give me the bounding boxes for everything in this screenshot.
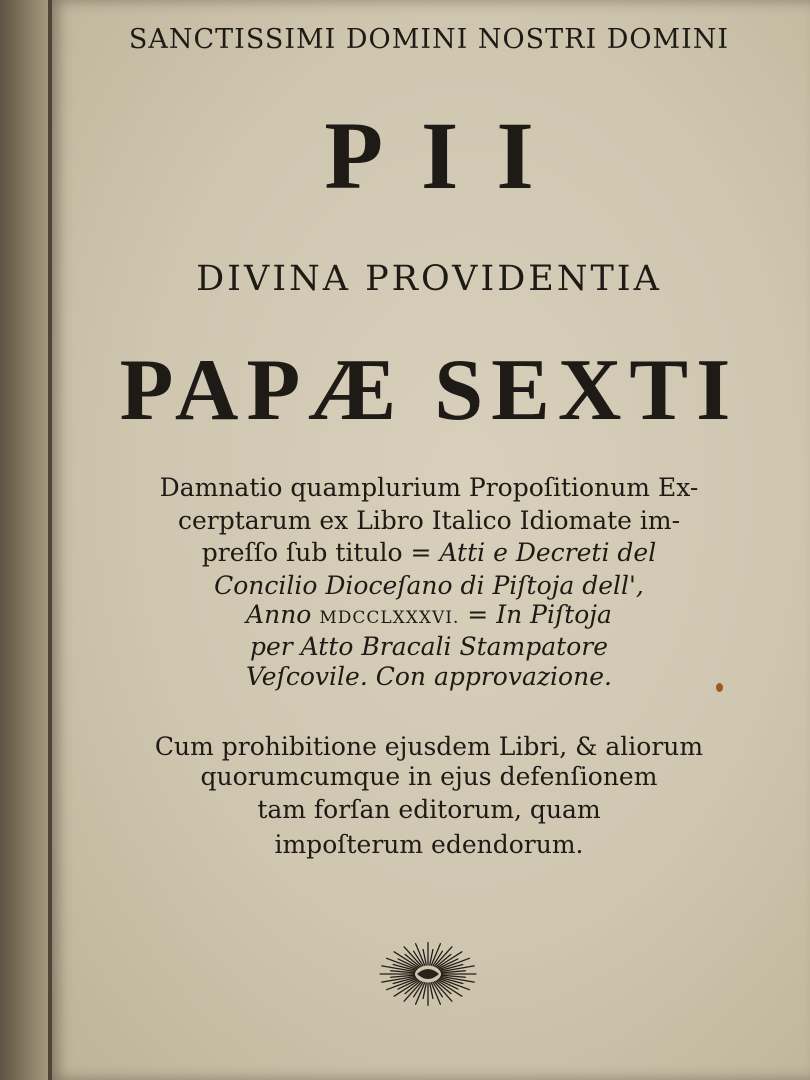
damnatio-line-2: cerptarum ex Libro Italico Idiomate im- [177, 506, 681, 535]
damnatio-line-7: Veſcovile. Con approvazione. [246, 662, 612, 691]
damnatio-line-3 [48, 538, 810, 567]
radiant-ornament-icon [373, 938, 483, 1008]
papae-sexti-title: PAPÆ SEXTI [119, 342, 739, 439]
damnatio-line-5 [48, 600, 810, 629]
divina-providentia-line: DIVINA PROVIDENTIA [196, 259, 662, 299]
damnatio-line-3-roman: preſſo ſub titulo = [201, 538, 440, 567]
damnatio-line-5-year: MDCCLXXXVI. [319, 608, 460, 628]
pope-name: PII [324, 102, 572, 209]
prohibitio-line-2: quorumcumque in ejus defenſionem [200, 762, 658, 791]
damnatio-line-5-place: = In Piſtoja [459, 600, 612, 629]
damnatio-line-5-anno: Anno [246, 600, 320, 629]
title-page [48, 0, 810, 1080]
damnatio-line-3-italic: Atti e Decreti del [439, 538, 657, 567]
damnatio-line-1: Damnatio quamplurium Propoſitionum Ex- [159, 473, 699, 502]
foxing-spot [716, 683, 723, 692]
damnatio-line-4: Concilio Dioceſano di Piſtoja dell', [214, 571, 644, 600]
prohibitio-line-1: Cum prohibitione ejusdem Libri, & aliorum [154, 732, 704, 761]
prohibitio-line-3: tam forſan editorum, quam [257, 795, 601, 824]
damnatio-line-6: per Atto Bracali Stampatore [249, 632, 608, 661]
header-line: SANCTISSIMI DOMINI NOSTRI DOMINI [128, 24, 730, 55]
prohibitio-line-4: impoſterum edendorum. [274, 830, 584, 859]
